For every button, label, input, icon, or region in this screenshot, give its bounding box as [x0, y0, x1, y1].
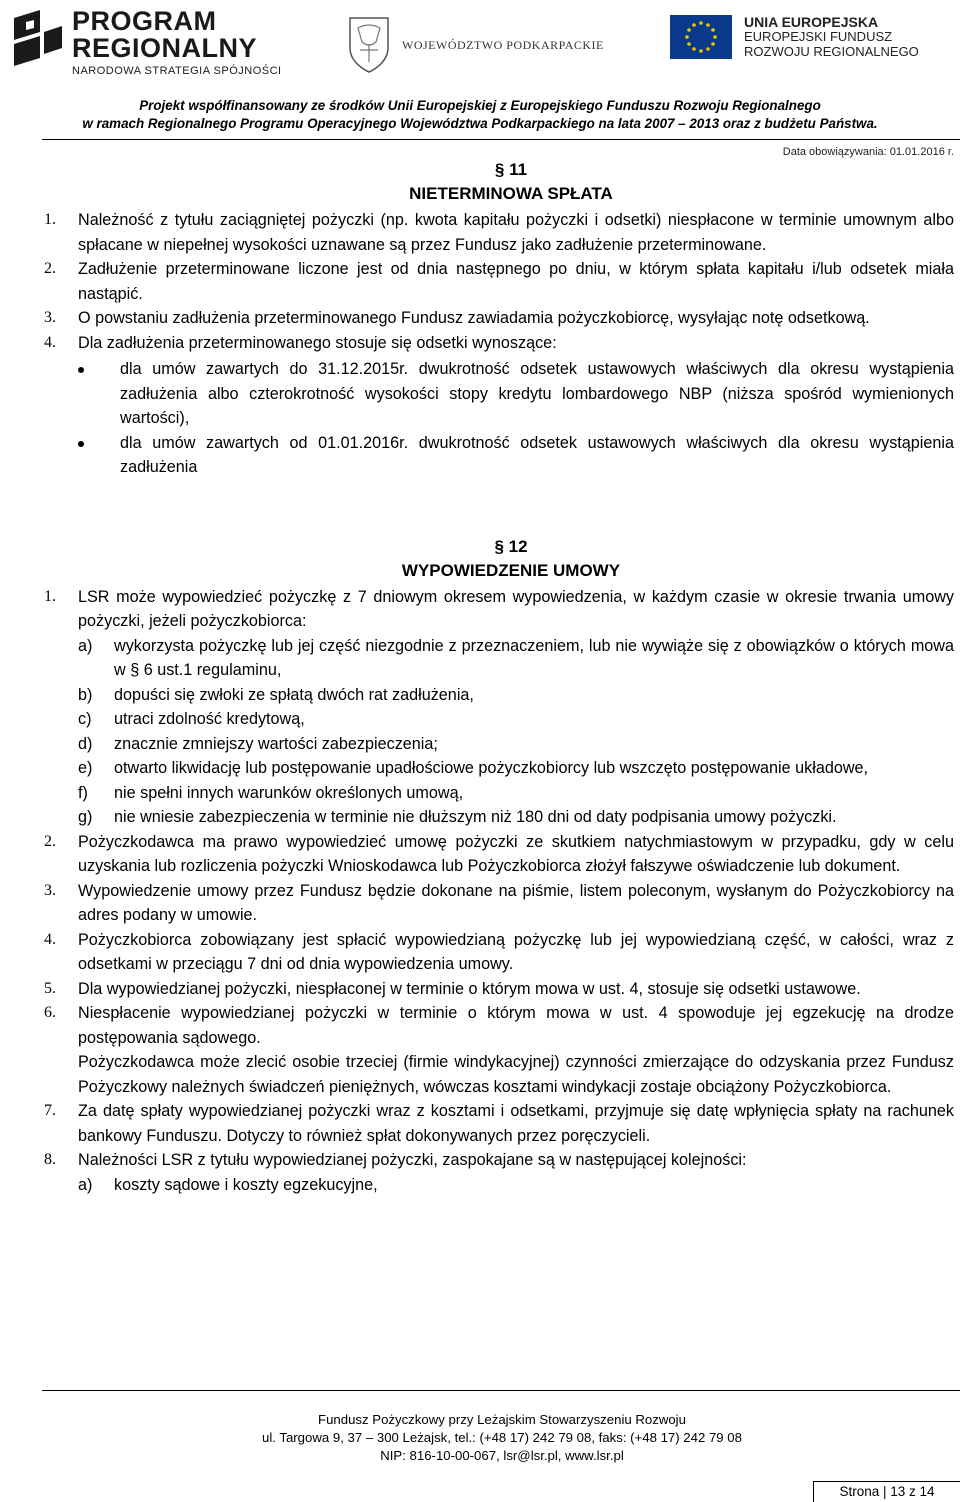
- program-regionalny-mark-icon: [10, 10, 66, 76]
- list-item: a) koszty sądowe i koszty egzekucyjne,: [78, 1175, 378, 1194]
- s11-item-3: 3. O powstaniu zadłużenia przeterminowanego Fundusz zawiadamia pożyczkobiorcę, wysyłając notę odsetkową.: [44, 309, 870, 327]
- s11-bullet-list: [42, 357, 954, 480]
- list-item: d) znacznie zmniejszy wartości zabezpieczenia;: [78, 734, 438, 753]
- s11-item-1: 1. Należność z tytułu zaciągniętej pożyczki (np. kwota kapitału pożyczki i odsetki) niespłacone w terminie umownym albo spłacane w niepełnej wysokości uznawane są przez Fundusz jako zadłużenie przeterminowane.: [44, 211, 954, 254]
- footer-line-3: NIP: 816-10-00-067, lsr@lsr.pl, www.lsr.pl: [380, 1448, 624, 1463]
- s11-item-4: 4. Dla zadłużenia przeterminowanego stosuje się odsetki wynoszące:: [44, 333, 557, 352]
- header-logos: [0, 0, 960, 96]
- coat-of-arms-icon: [346, 14, 392, 76]
- list-item: g) nie wniesie zabezpieczenia w terminie nie dłuższym niż 180 dni od daty podpisania umowy pożyczki.: [78, 808, 837, 826]
- wojewodztwo-logo: [346, 14, 604, 76]
- list-item: dla umów zawartych od 01.01.2016r. dwukrotność odsetek ustawowych właściwych dla okresu wystąpienia zadłużenia: [42, 431, 954, 480]
- section-12-number: § 12: [494, 536, 528, 556]
- bullet-icon: [78, 441, 84, 447]
- eu-flag-icon: [670, 15, 732, 59]
- eu-line1: UNIA EUROPEJSKA: [744, 14, 879, 30]
- header-divider: [42, 139, 960, 140]
- document-body: [42, 158, 954, 1197]
- s12-item-4: 4. Pożyczkobiorca zobowiązany jest spłacić wypowiedzianą pożyczkę lub jej wypowiedzianą część, w całości, wraz z odsetkami w przeciągu 7 dni od dnia wypowiedzenia umowy.: [44, 930, 954, 973]
- program-regionalny-logo: [10, 8, 282, 77]
- footer-divider: [42, 1390, 960, 1391]
- s11-item-2: 2. Zadłużenie przeterminowane liczone jest od dnia następnego po dniu, w którym spłata kapitału i/lub odsetek miała nastąpić.: [44, 260, 954, 303]
- program-line1: PROGRAM: [72, 6, 217, 36]
- footer: [0, 1411, 960, 1465]
- section-11-title: NIETERMINOWA SPŁATA: [409, 184, 613, 203]
- footer-line-2: ul. Targowa 9, 37 – 300 Leżajsk, tel.: (+48 17) 242 79 08, faks: (+48 17) 242 79 08: [262, 1430, 742, 1445]
- footer-line-1: Fundusz Pożyczkowy przy Leżajskim Stowarzyszeniu Rozwoju: [318, 1412, 686, 1427]
- s12-item-1: 1. LSR może wypowiedzieć pożyczkę z 7 dniowym okresem wypowiedzenia, w każdym czasie w okresie trwania umowy pożyczki, jeżeli pożyczkobiorca: a) wykorzysta pożyczkę lub jej część niezgodnie z przeznaczeniem, lub nie wywiąże się z obowiązków o których mowa w § 6 ust.1 regulaminu, b) dopuści się zwłoki ze spłatą dwóch rat zadłużenia, c) utraci zdolność kredytową, d) znacznie zmniejszy wartości zabezpieczenia; e) otwarto likwidację lub postępowanie upadłościowe pożyczkobiorcy lub wszczęto postępowanie układowe, f) nie spełni innych warunków określonych umową, g) nie wniesie zabezpieczenia w terminie nie dłuższym niż 180 dni od daty podpisania umowy pożyczki.: [42, 585, 954, 830]
- list-item: dla umów zawartych do 31.12.2015r. dwukrotność odsetek ustawowych właściwych dla okresu wystąpienia zadłużenia albo czterokrotność wysokości stopy kredytu lombardowego NBP (niższa spośród wymienionych wartości),: [42, 357, 954, 431]
- list-item: e) otwarto likwidację lub postępowanie upadłościowe pożyczkobiorcy lub wszczęto postępowanie układowe,: [78, 759, 869, 777]
- s12-item-2: 2. Pożyczkodawca ma prawo wypowiedzieć umowę pożyczki ze skutkiem natychmiastowym w przypadku, gdy w celu uzyskania lub rozliczenia pożyczki Wnioskodawca lub Pożyczkobiorca złożył fałszywe oświadczenie lub dokument.: [44, 832, 954, 875]
- s12-item-3: 3. Wypowiedzenie umowy przez Fundusz będzie dokonane na piśmie, listem poleconym, wysłanym do Pożyczkobiorcy na adres podany w umowie.: [44, 881, 954, 924]
- wojewodztwo-text: WOJEWÓDZTWO PODKARPACKIE: [402, 37, 604, 52]
- eu-line3: ROZWOJU REGIONALNEGO: [744, 44, 919, 60]
- list-item: a) wykorzysta pożyczkę lub jej część niezgodnie z przeznaczeniem, lub nie wywiąże się z obowiązków o których mowa w § 6 ust.1 regulaminu,: [78, 636, 954, 679]
- s12-item-5: 5. Dla wypowiedzianej pożyczki, niespłaconej w terminie o którym mowa w ust. 4, stosuje się odsetki ustawowe.: [44, 979, 861, 998]
- validity-date: Data obowiązywania: 01.01.2016 r.: [782, 146, 954, 158]
- eu-logo: [670, 14, 919, 60]
- section-12-title: WYPOWIEDZENIE UMOWY: [401, 560, 621, 580]
- program-line2: REGIONALNY: [72, 33, 258, 63]
- s12-item-6-continuation: Pożyczkodawca może zlecić osobie trzeciej (firmie windykacyjnej) czynności zmierzające do odzyskania przez Fundusz Pożyczkowy należnych świadczeń pieniężnych, wówczas kosztami windykacji zostaje obciążony Pożyczkobiorca.: [78, 1053, 954, 1096]
- bullet-icon: [78, 367, 84, 373]
- section-11-number: § 11: [494, 160, 528, 179]
- s12-item-7: 7. Za datę spłaty wypowiedzianej pożyczki wraz z kosztami i odsetkami, przyjmuje się datę wpłynięcia spłaty na rachunek bankowy Funduszu. Dotyczy to również spłat dokonywanych przez poręczycieli.: [44, 1102, 954, 1145]
- s12-item-6: 6. Niespłacenie wypowiedzianej pożyczki w terminie o którym mowa w ust. 4 spowoduje jej egzekucję na drodze postępowania sądowego. Pożyczkodawca może zlecić osobie trzeciej (firmie windykacyjnej) czynności zmierzające do odzyskania przez Fundusz Pożyczkowy należnych świadczeń pieniężnych, wówczas kosztami windykacji zostaje obciążony Pożyczkobiorca.: [42, 1001, 954, 1099]
- s12-item-8-letter-list: [78, 1173, 954, 1198]
- s12-item-8: 8. Należności LSR z tytułu wypowiedzianej pożyczki, zaspokajane są w następującej kolejności: a) koszty sądowe i koszty egzekucyjne,: [42, 1148, 954, 1197]
- eu-line2: EUROPEJSKI FUNDUSZ: [744, 29, 893, 45]
- list-item: c) utraci zdolność kredytową,: [78, 710, 305, 728]
- project-line-1: Projekt współfinansowany ze środków Unii Europejskiej z Europejskiego Funduszu Rozwoju Regionalnego: [139, 98, 821, 113]
- page-number: Strona | 13 z 14: [813, 1481, 960, 1502]
- s12-letter-list: [78, 634, 954, 830]
- program-line3: NARODOWA STRATEGIA SPÓJNOŚCI: [72, 65, 282, 77]
- project-line-2: w ramach Regionalnego Programu Operacyjnego Województwa Podkarpackiego na lata 2007 – 2013 oraz z budżetu Państwa.: [82, 116, 878, 131]
- list-item: b) dopuści się zwłoki ze spłatą dwóch rat zadłużenia,: [78, 685, 474, 704]
- list-item: f) nie spełni innych warunków określonych umową,: [78, 783, 464, 802]
